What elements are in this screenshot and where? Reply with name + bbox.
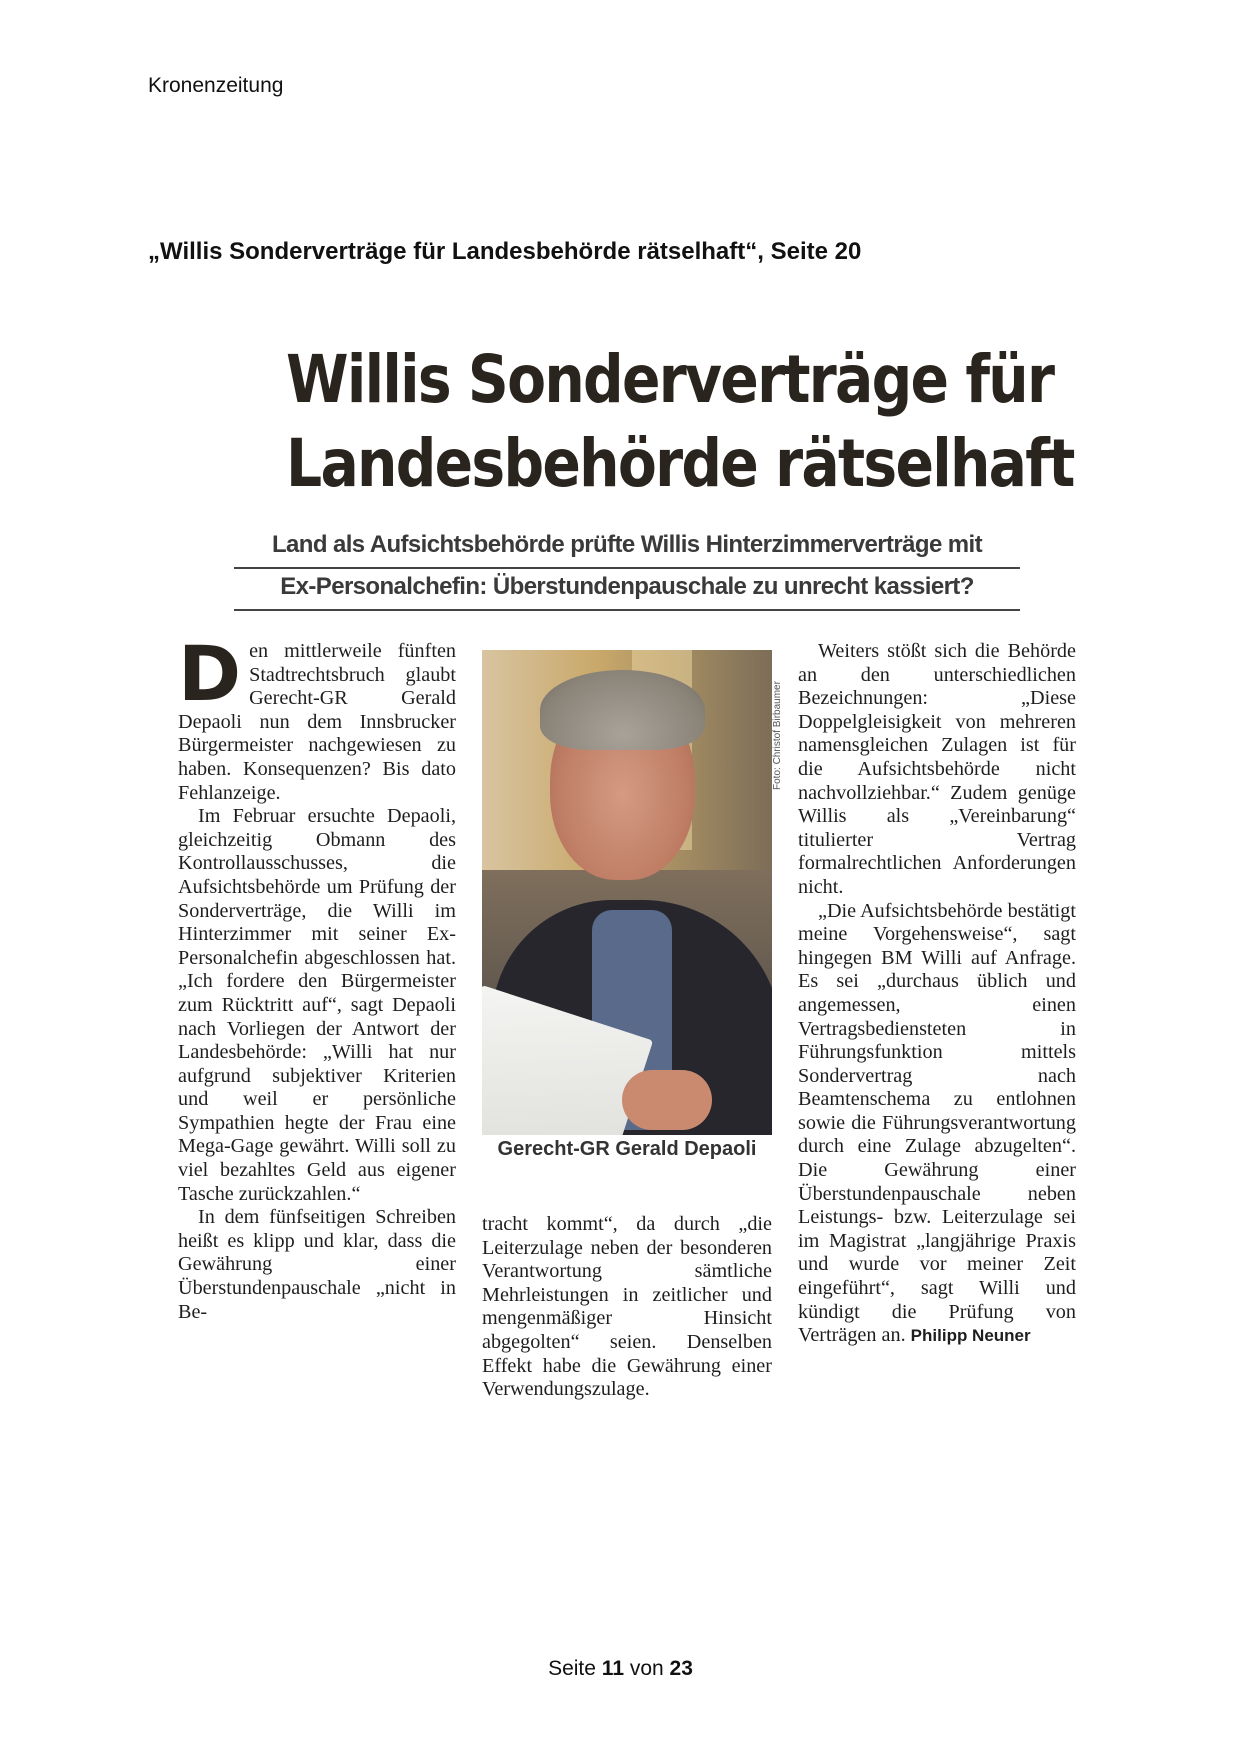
paragraph-text: en mittlerweile fünften Stadtrechtsbruch glaubt Gerecht-GR Gerald Depaoli nun dem Innsbrucker Bürgermeister nachgewiesen zu haben. Konsequenzen? Bis dato Fehlanzeige. [178, 640, 456, 804]
paragraph: Weiters stößt sich die Behörde an den unterschiedlichen Bezeichnungen: „Diese Doppelgleisigkeit von mehreren namensgleichen Zulagen ist für die Aufsichtsbehörde nicht nachvollziehbar.“ Zudem genüge Willis als „Vereinbarung“ titulierter Vertrag formalrechtlichen Anforderungen nicht. [798, 640, 1076, 898]
photo-credit: Foto: Christof Birbaumer [772, 681, 783, 790]
deck-line-1: Land als Aufsichtsbehörde prüfte Willis Hinterzimmerverträge mit [234, 527, 1020, 569]
footer-page-number: 11 [601, 1657, 624, 1680]
headline-line-2: Landesbehörde rätselhaft [286, 425, 1074, 502]
footer-prefix: Seite [548, 1657, 596, 1680]
photo-hair [540, 670, 705, 750]
article-reference-title: „Willis Sonderverträge für Landesbehörde rätselhaft“, Seite 20 [148, 238, 862, 265]
photo-caption: Gerecht-GR Gerald Depaoli [497, 1138, 757, 1160]
paragraph [798, 900, 1076, 1348]
source-label: Kronenzeitung [148, 74, 284, 97]
article-headline [286, 338, 1074, 506]
article-photo [482, 650, 772, 1135]
deck-line-2: Ex-Personalchefin: Überstundenpauschale zu unrecht kassiert? [234, 569, 1020, 611]
article-column-2 [482, 1213, 772, 1402]
paragraph: In dem fünfseitigen Schreiben heißt es klipp und klar, dass die Gewährung einer Überstundenpauschale „nicht in Be- [178, 1206, 456, 1323]
article-deck [234, 527, 1020, 611]
article-column-3 [798, 640, 1076, 1348]
paragraph: Im Februar ersuchte Depaoli, gleichzeitig Obmann des Kontrollausschusses, die Aufsichtsbehörde um Prüfung der Sonderverträge, die Willi im Hinterzimmer mit seiner Ex-Personalchefin abgeschlossen hat. „Ich fordere den Bürgermeister zum Rücktritt auf“, sagt Depaoli nach Vorliegen der Antwort der Landesbehörde: „Willi hat nur aufgrund subjektiver Kriterien und weil er persönliche Sympathien hegte der Frau eine Mega-Gage gewährt. Willi soll zu viel bezahltes Geld aus eigener Tasche zurückzahlen.“ [178, 805, 456, 1205]
footer-middle: von [629, 1657, 664, 1680]
paragraph-text: „Die Aufsichtsbehörde bestätigt meine Vorgehensweise“, sagt hingegen BM Willi auf Anfrage. Es sei „durchaus üblich und angemessen, einen Vertragsbediensteten in Führungsfunktion mittels Sondervertrag nach Beamtenschema zu entlohnen sowie die Führungsverantwortung durch eine Zulage abzugelten“. Die Gewährung einer Überstundenpauschale neben Leistungs- bzw. Leiterzulage sei im Magistrat „langjährige Praxis und wurde vor meiner Zeit eingeführt“, sagt Willi und kündigt die Prüfung von Verträgen an. [798, 899, 1076, 1347]
paragraph: tracht kommt“, da durch „die Leiterzulage neben der besonderen Verantwortung sämtliche Mehrleistungen in zeitlicher und mengenmäßiger Hinsicht abgegolten“ seien. Denselben Effekt habe die Gewährung einer Verwendungszulage. [482, 1213, 772, 1401]
headline-line-1: Willis Sonderverträge für [286, 341, 1054, 418]
photo-hand [622, 1070, 712, 1130]
page-footer [0, 1657, 1241, 1681]
footer-page-total: 23 [669, 1657, 693, 1680]
drop-cap: D [178, 629, 242, 718]
article-column-1 [178, 629, 456, 1324]
author-name: Philipp Neuner [910, 1326, 1031, 1346]
paragraph [178, 629, 456, 805]
